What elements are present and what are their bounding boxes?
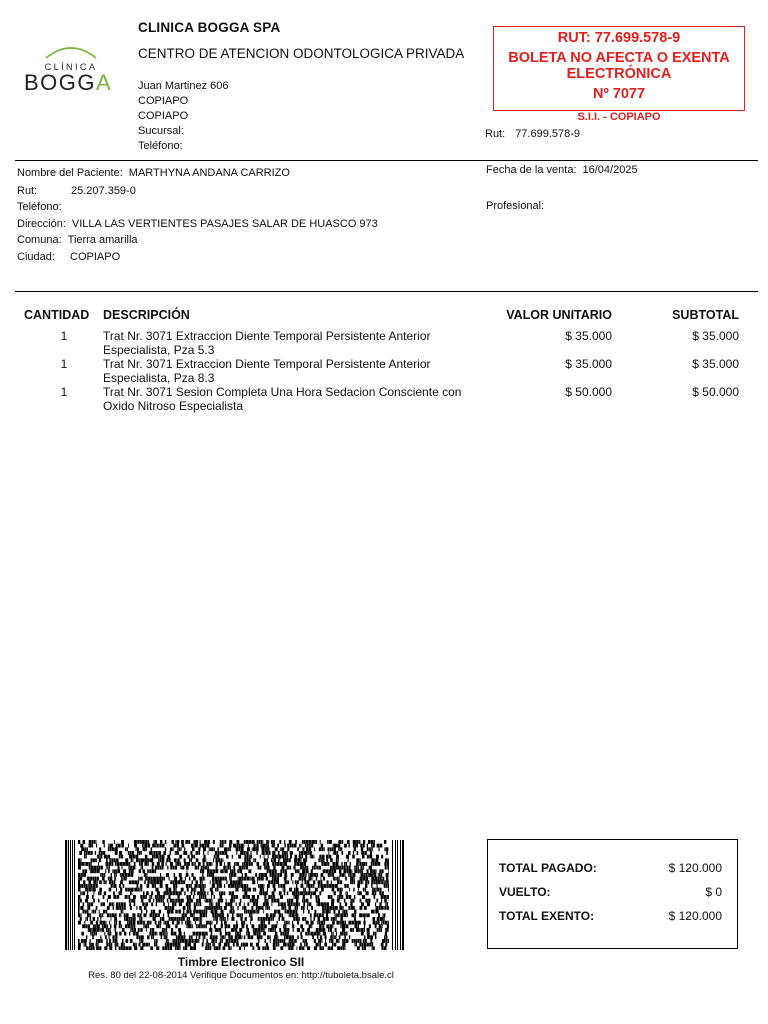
logo-top-text: CLÍNICA xyxy=(44,62,98,73)
resolution-text: Res. 80 del 22-08-2014 Verifique Documentos en: http://tuboleta.bsale.cl xyxy=(88,970,394,981)
document-number: Nº 7077 xyxy=(592,86,646,102)
totals-box xyxy=(487,839,738,949)
address-line: COPIAPO xyxy=(138,110,189,122)
timbre-label: Timbre Electronico SII xyxy=(177,955,305,969)
total-exempt-value: $ 120.000 xyxy=(668,909,722,923)
header-qty: CANTIDAD xyxy=(24,308,90,322)
change-value: $ 0 xyxy=(705,885,722,899)
patient-city-value: COPIAPO xyxy=(70,251,121,263)
sale-date xyxy=(486,164,638,176)
professional-label: Profesional: xyxy=(486,200,545,212)
sale-date-value: 16/04/2025 xyxy=(582,164,638,176)
address-line: Juan Martinez 606 xyxy=(138,80,229,92)
total-paid-label: TOTAL PAGADO: xyxy=(499,861,597,875)
patient-city-label: Ciudad: xyxy=(17,251,55,263)
issuer-rut-value: 77.699.578-9 xyxy=(515,128,581,140)
row-subtotal: $ 35.000 xyxy=(692,357,739,371)
patient-address-value: VILLA LAS VERTIENTES PASAJES SALAR DE HUASCO 973 xyxy=(71,218,378,230)
patient-rut xyxy=(17,185,37,197)
header-subtotal: SUBTOTAL xyxy=(672,308,739,322)
row-description-line1: Trat Nr. 3071 Extraccion Diente Temporal Persistente Anterior xyxy=(103,357,431,371)
clinic-name: CLINICA BOGGA SPA xyxy=(138,20,281,35)
timbre-barcode xyxy=(65,840,404,950)
header-description: DESCRIPCIÓN xyxy=(103,308,190,322)
logo-wordmark: BOGGA xyxy=(24,70,113,95)
address-line: Sucursal: xyxy=(138,125,184,137)
total-paid-value: $ 120.000 xyxy=(668,861,722,875)
change-row xyxy=(499,885,722,901)
row-description-line2: Oxido Nitroso Especialista xyxy=(103,399,244,413)
divider xyxy=(15,291,758,292)
patient-comuna-value: Tierra amarilla xyxy=(67,234,138,246)
row-qty: 1 xyxy=(60,329,68,343)
sale-date-label: Fecha de la venta: xyxy=(486,164,577,176)
total-exempt-row xyxy=(499,909,722,925)
address-line: COPIAPO xyxy=(138,95,189,107)
sii-office: S.I.I. - COPIAPO xyxy=(577,111,661,123)
patient-phone xyxy=(17,201,68,213)
patient-rut-label: Rut: xyxy=(17,185,38,197)
row-description-line1: Trat Nr. 3071 Sesion Completa Una Hora Sedacion Consciente con xyxy=(103,385,462,399)
divider xyxy=(15,160,758,161)
header-unit-price: VALOR UNITARIO xyxy=(506,308,612,322)
row-subtotal: $ 35.000 xyxy=(692,329,739,343)
document-type-line1: BOLETA NO AFECTA O EXENTA xyxy=(508,50,730,66)
row-unit-price: $ 35.000 xyxy=(565,329,612,343)
change-label: VUELTO: xyxy=(499,885,551,899)
row-description xyxy=(103,385,483,413)
total-exempt-label: TOTAL EXENTO: xyxy=(499,909,595,923)
row-qty: 1 xyxy=(60,357,68,371)
issuer-rut-label: Rut: xyxy=(485,128,506,140)
patient-name-label: Nombre del Paciente: xyxy=(17,167,123,179)
patient-comuna-label: Comuna: xyxy=(17,234,62,246)
row-qty: 1 xyxy=(60,385,68,399)
patient-address-label: Dirección: xyxy=(17,218,66,230)
row-unit-price: $ 35.000 xyxy=(565,357,612,371)
row-subtotal: $ 50.000 xyxy=(692,385,739,399)
patient-comuna xyxy=(17,234,138,246)
row-description xyxy=(103,357,483,385)
address-line: Teléfono: xyxy=(138,140,183,152)
total-paid-row xyxy=(499,861,722,877)
row-description-line2: Especialista, Pza 5.3 xyxy=(103,343,215,357)
clinic-address xyxy=(138,79,229,154)
patient-name xyxy=(17,167,290,179)
patient-address xyxy=(17,218,378,230)
row-description-line2: Especialista, Pza 8.3 xyxy=(103,371,215,385)
document-rut: RUT: 77.699.578-9 xyxy=(557,30,681,46)
row-unit-price: $ 50.000 xyxy=(565,385,612,399)
patient-name-value: MARTHYNA ANDANA CARRIZO xyxy=(128,167,290,179)
document-type-box xyxy=(493,26,745,111)
clinic-subtitle: CENTRO DE ATENCION ODONTOLOGICA PRIVADA xyxy=(138,46,465,61)
patient-city xyxy=(17,251,55,263)
document-type-line2: ELECTRÓNICA xyxy=(566,66,672,82)
patient-rut-value: 25.207.359-0 xyxy=(71,185,136,197)
professional xyxy=(486,200,550,212)
document-type xyxy=(494,50,744,82)
patient-phone-label: Teléfono: xyxy=(17,201,62,213)
issuer-rut xyxy=(485,128,580,140)
row-description-line1: Trat Nr. 3071 Extraccion Diente Temporal Persistente Anterior xyxy=(103,329,431,343)
clinic-logo xyxy=(22,46,120,96)
row-description xyxy=(103,329,483,357)
